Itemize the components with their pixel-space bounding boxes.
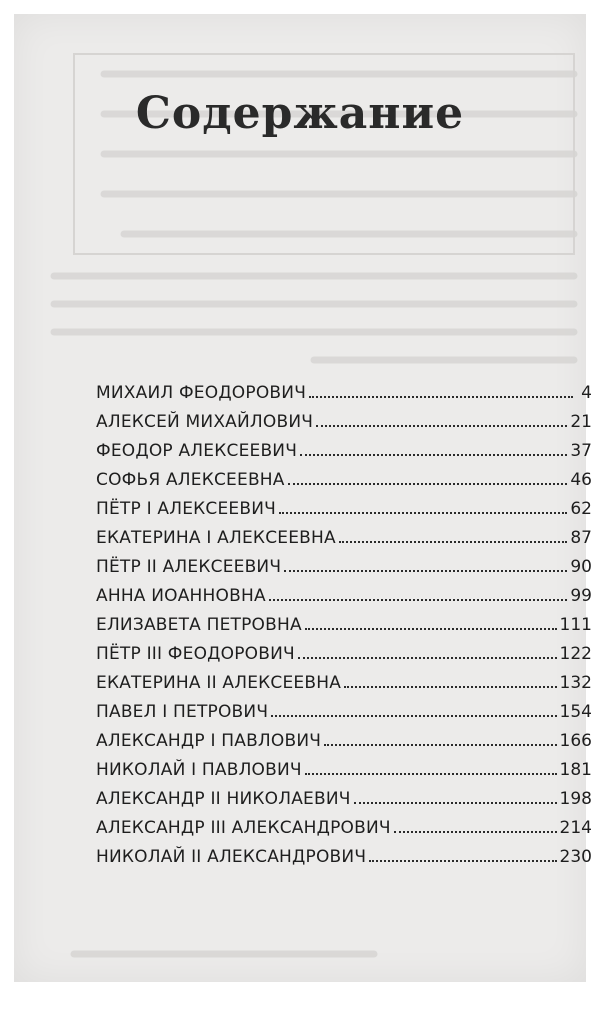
toc-entry-page: 154 <box>559 702 592 722</box>
toc-entry <box>96 722 592 751</box>
toc-entry-page: 214 <box>559 818 592 838</box>
dot-leader <box>269 599 568 601</box>
toc-entry <box>96 548 592 577</box>
toc-entry-page: 198 <box>559 789 592 809</box>
toc-entry-title: АЛЕКСАНДР I ПАВЛОВИЧ <box>96 731 322 751</box>
toc-entry-page: 166 <box>559 731 592 751</box>
toc-entry-title: СОФЬЯ АЛЕКСЕЕВНА <box>96 470 285 490</box>
toc-entry-page: 46 <box>570 470 592 490</box>
toc-entry-title: АЛЕКСЕЙ МИХАЙЛОВИЧ <box>96 412 314 432</box>
toc-entry-page: 132 <box>559 673 592 693</box>
toc-entry-title: АННА ИОАННОВНА <box>96 586 266 606</box>
toc-entry-page: 87 <box>570 528 592 548</box>
toc-entry-page: 181 <box>559 760 592 780</box>
toc-entry <box>96 519 592 548</box>
toc-entry-title: ЕКАТЕРИНА I АЛЕКСЕЕВНА <box>96 528 336 548</box>
dot-leader <box>316 425 567 427</box>
dot-leader <box>271 715 556 717</box>
toc-entry <box>96 606 592 635</box>
dot-leader <box>288 483 568 485</box>
dot-leader <box>300 454 567 456</box>
toc-entry <box>96 809 592 838</box>
toc-entry <box>96 751 592 780</box>
toc-entry-title: ЕКАТЕРИНА II АЛЕКСЕЕВНА <box>96 673 342 693</box>
toc-entry-page: 122 <box>559 644 592 664</box>
toc-entry <box>96 635 592 664</box>
toc-entry <box>96 490 592 519</box>
table-of-contents <box>96 374 592 867</box>
toc-entry-title: ЕЛИЗАВЕТА ПЕТРОВНА <box>96 615 302 635</box>
toc-entry <box>96 693 592 722</box>
toc-entry-page: 62 <box>570 499 592 519</box>
toc-entry-page: 21 <box>570 412 592 432</box>
dot-leader <box>324 744 556 746</box>
toc-entry-title: ПЁТР III ФЕОДОРОВИЧ <box>96 644 295 664</box>
toc-entry-page: 90 <box>570 557 592 577</box>
toc-entry-title: ПЁТР I АЛЕКСЕЕВИЧ <box>96 499 276 519</box>
toc-entry <box>96 838 592 867</box>
dot-leader <box>344 686 557 688</box>
dot-leader <box>298 657 557 659</box>
toc-entry <box>96 664 592 693</box>
dot-leader <box>279 512 567 514</box>
toc-entry <box>96 780 592 809</box>
dot-leader <box>309 396 573 398</box>
toc-entry-title: НИКОЛАЙ I ПАВЛОВИЧ <box>96 760 302 780</box>
toc-entry-title: НИКОЛАЙ II АЛЕКСАНДРОВИЧ <box>96 847 367 867</box>
toc-entry-page: 230 <box>559 847 592 867</box>
toc-entry-title: ФЕОДОР АЛЕКСЕЕВИЧ <box>96 441 298 461</box>
book-page <box>14 14 592 982</box>
page-title: Содержание <box>135 88 465 139</box>
toc-entry-page: 37 <box>570 441 592 461</box>
toc-entry <box>96 432 592 461</box>
dot-leader <box>394 831 557 833</box>
toc-entry-page: 111 <box>559 615 592 635</box>
dot-leader <box>339 541 568 543</box>
toc-entry <box>96 461 592 490</box>
toc-entry-title: МИХАИЛ ФЕОДОРОВИЧ <box>96 383 307 403</box>
toc-entry <box>96 403 592 432</box>
toc-entry-title: ПЁТР II АЛЕКСЕЕВИЧ <box>96 557 282 577</box>
dot-leader <box>354 802 557 804</box>
dot-leader <box>305 628 557 630</box>
toc-entry <box>96 577 592 606</box>
dot-leader <box>284 570 567 572</box>
toc-entry <box>96 374 592 403</box>
dot-leader <box>369 860 556 862</box>
toc-entry-title: АЛЕКСАНДР II НИКОЛАЕВИЧ <box>96 789 351 809</box>
toc-entry-page: 99 <box>570 586 592 606</box>
toc-entry-title: ПАВЕЛ I ПЕТРОВИЧ <box>96 702 269 722</box>
dot-leader <box>305 773 557 775</box>
toc-entry-title: АЛЕКСАНДР III АЛЕКСАНДРОВИЧ <box>96 818 391 838</box>
toc-entry-page: 4 <box>581 383 592 403</box>
